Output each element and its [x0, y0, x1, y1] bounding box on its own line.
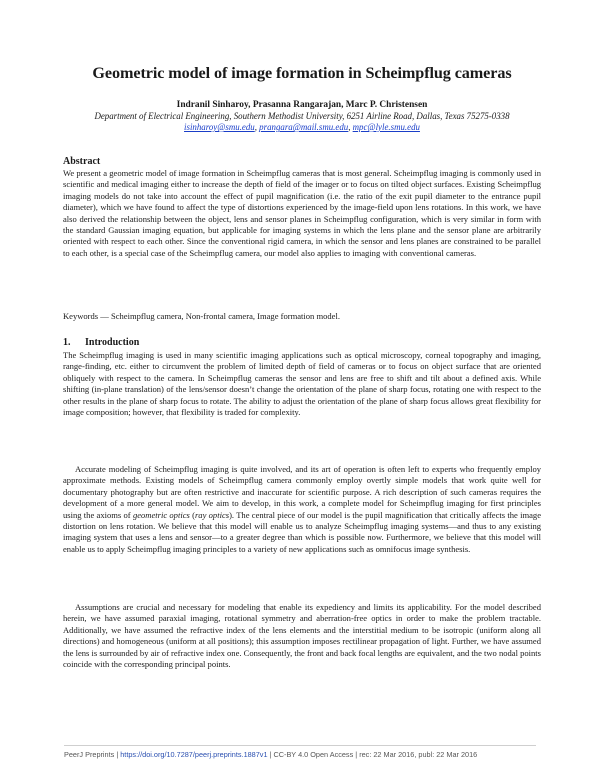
author-list: Indranil Sinharoy, Prasanna Rangarajan, Marc P. Christensen: [176, 100, 428, 110]
abstract-heading: Abstract: [63, 156, 101, 167]
email-link[interactable]: mpc@lyle.smu.edu: [352, 122, 420, 132]
footer-doi-link[interactable]: https://doi.org/10.7287/peerj.preprints.1887v1: [120, 750, 268, 759]
footer-dates: rec: 22 Mar 2016, publ: 22 Mar 2016: [359, 750, 478, 759]
email-list: [63, 122, 541, 133]
affiliation: Department of Electrical Engineering, Southern Methodist University, 6251 Airline Road, Dallas, Texas 75275-0338: [94, 111, 510, 121]
preprint-footer: PeerJ Preprints | https://doi.org/10.7287/peerj.preprints.1887v1 | CC-BY 4.0 Open Access | rec: 22 Mar 2016, publ: 22 Mar 2016: [64, 750, 478, 759]
keywords: Keywords — Scheimpflug camera, Non-frontal camera, Image formation model.: [63, 311, 340, 321]
abstract-text: We present a geometric model of image formation in Scheimpflug cameras that is most general. Scheimpflug imaging is commonly used in scientific and medical imaging either to increase the depth of field of the imager or to focus on tilted object surfaces. Existing Scheimpflug imaging models do not take into account the effect of pupil magnification (i.e. the ratio of the exit pupil diameter to the entrance pupil diameter), which we have found to affect the type of distortions experienced by the image-field upon lens rotations. In this work, we have also derived the relationship between the object, lens and sensor planes in Scheimpflug configuration, which is very similar in form with the standard Gaussian imaging equation, but applicable for imaging systems in which the lens plane and the sensor plane are arbitrarily oriented with respect to each other. Since the conventional rigid camera, in which the sensor and lens planes are constrained to be parallel to each other, is a special case of the Scheimpflug camera, our model also applies to imaging with conventional cameras.: [63, 168, 541, 258]
intro-paragraph-1: The Scheimpflug imaging is used in many scientific imaging applications such as optical microscopy, corneal topography and imaging, range-finding, etc. either to circumvent the problem of limited depth of field of cameras or to focus on object surface that are oriented obliquely with respect to the camera. In Scheimpflug cameras the sensor and lens are free to shift and tilt about a defined axis. While shifting (in-plane translation) of the lens/sensor doesn’t change the orientation of the plane of sharp focus, rotating one with respect to the other results in the plane of sharp focus to rotate. The ability to adjust the orientation of the plane of sharp focus allows great flexibility for image composition; however, that flexibility is traded for complexity.: [63, 350, 541, 417]
footer-publisher: PeerJ Preprints: [64, 750, 115, 759]
section-title: Introduction: [85, 337, 140, 348]
paper-title: Geometric model of image formation in Scheimpflug cameras: [92, 64, 512, 82]
email-separator: ,: [254, 122, 260, 132]
email-link[interactable]: isinharoy@smu.edu: [184, 122, 255, 132]
intro-paragraph-2: Accurate modeling of Scheimpflug imaging is quite involved, and its art of operation is often left to experts who frequently employ approximate methods. Existing models of Scheimpflug camera commonly employ overtly simple models that work quite well for documentary photography but are often restrictive and inaccurate for scientific purpose. A rich description of such cameras requires the development of a more general model. We aim to develop, in this work, a complete model for Scheimpflug imaging for first principles using the axioms of geometric optics (ray optics). The central piece of our model is the pupil magnification that critically affects the image distortion on lens rotation. We believe that this model will enable us to analyze Scheimpflug imaging systems—and thus to any existing imaging system that uses a lens and sensor—to a greater degree than which is possible now. Furthermore, we believe that this model will enable us to apply Scheimpflug imaging principles to a variety of new applications such as omnifocus image synthesis.: [63, 464, 542, 554]
email-link[interactable]: prangara@mail.smu.edu: [259, 122, 349, 132]
affiliation-block: [63, 111, 541, 133]
section-heading-introduction: [63, 337, 139, 348]
intro-paragraph-3: Assumptions are crucial and necessary for modeling that enable its expediency and limits its applicability. For the model described herein, we have assumed paraxial imaging, rotational symmetry and aberration-free optics in order to make the problem tractable. Additionally, we have assumed the refractive index of the lens elements and the interstitial medium to be isotropic (uniform along all directions) and homogeneous (uniform at all positions); this assumption imposes rectilinear propagation of light. Further, we have assumed the lens is surrounded by air of refractive index one. Consequently, the front and back focal lengths are equivalent, and the two nodal points coincide with the corresponding principal points.: [63, 602, 541, 669]
email-separator: ,: [348, 122, 353, 132]
section-number: 1.: [63, 337, 71, 348]
footer-divider: [64, 745, 536, 746]
footer-license: CC-BY 4.0 Open Access: [273, 750, 354, 759]
